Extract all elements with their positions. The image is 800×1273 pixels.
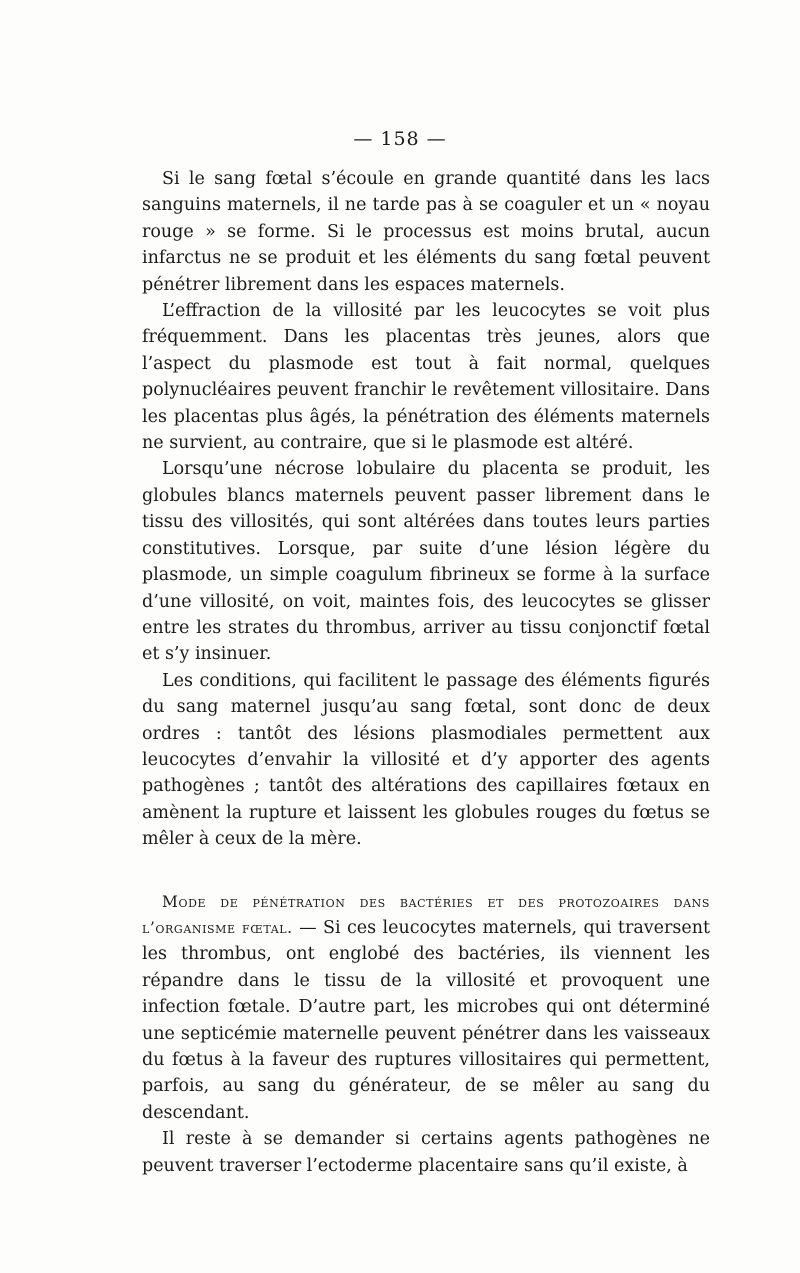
final-paragraph: Il reste à se demander si certains agents pathogènes ne peuvent traverser l’ectoderme placentaire sans qu’il existe, à xyxy=(142,1129,710,1176)
section-dash: — xyxy=(292,917,323,938)
page-number: — 158 — xyxy=(353,128,447,150)
paragraph-4: Les conditions, qui facilitent le passage des éléments figurés du sang maternel jusqu’au sang fœtal, sont donc de deux ordres : tantôt des lésions plasmodiales permettent aux leucocytes d’envahir la villosité et d’y apporter des agents pathogènes ; tantôt des altérations des capillaires fœtaux en amènent la rupture et laissent les globules rouges du fœtus se mêler à ceux de la mère. xyxy=(142,670,710,850)
section-body: Si ces leucocytes maternels, qui traversent les thrombus, ont englobé des bactéries, ils viennent les répandre dans le tissu de la villosité et provoquent une infection fœtale. D’autre part, les microbes qui ont déterminé une septicémie maternelle peuvent pénétrer dans les vaisseaux du fœtus à la faveur des ruptures villositaires qui permettent, parfois, au sang du générateur, de se mêler au sang du descendant. xyxy=(142,917,710,1123)
body-text xyxy=(142,166,710,1179)
paragraph-2: L’effraction de la villosité par les leucocytes se voit plus fréquemment. Dans les placentas très jeunes, alors que l’aspect du plasmode est tout à fait normal, quelques polynucléaires peuvent franchir le revêtement villositaire. Dans les placentas plus âgés, la pénétration des éléments maternels ne survient, au contraire, que si le plasmode est altéré. xyxy=(142,301,710,454)
section-heading: Mode de pénétration des bactéries et des protozoaires dans l’organisme fœtal. xyxy=(142,892,710,937)
paragraph-1: Si le sang fœtal s’écoule en grande quantité dans les lacs sanguins maternels, il ne tarde pas à se coaguler et un « noyau rouge » se forme. Si le processus est moins brutal, aucun infarctus ne se produit et les éléments du sang fœtal peuvent pénétrer librement dans les espaces maternels. xyxy=(142,169,710,295)
section-paragraph xyxy=(142,889,710,1127)
paragraph-3: Lorsqu’une nécrose lobulaire du placenta se produit, les globules blancs maternels peuvent passer librement dans le tissu des villosités, qui sont altérées dans toutes leurs parties constitutives. Lorsque, par suite d’une lésion légère du plasmode, un simple coagulum fibrineux se forme à la surface d’une villosité, on voit, maintes fois, des leucocytes se glisser entre les strates du thrombus, arriver au tissu conjonctif fœtal et s’y insinuer. xyxy=(142,459,710,665)
